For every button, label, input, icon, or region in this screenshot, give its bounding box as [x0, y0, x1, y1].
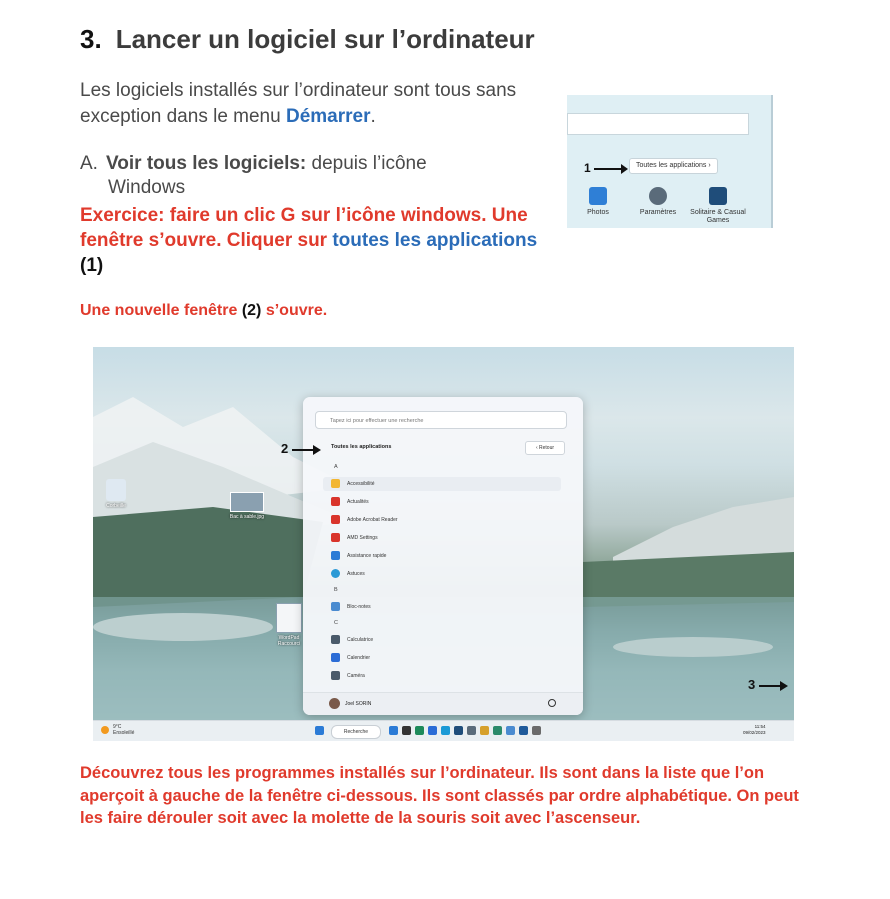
taskbar: [93, 720, 794, 741]
thumb-search-bar: [567, 113, 749, 135]
app-item-acrobat[interactable]: [331, 513, 398, 527]
clock-date: 09/02/2023: [743, 730, 766, 735]
weather-temp: 9°C: [113, 724, 122, 730]
letter-heading-b[interactable]: B: [334, 587, 338, 593]
wordpad-icon: [276, 603, 302, 633]
user-name[interactable]: Joel SORIN: [345, 701, 372, 707]
acrobat-icon: [331, 515, 340, 524]
exercise-text: [80, 203, 550, 278]
taskbar-app-icon[interactable]: [506, 726, 515, 735]
clock-time: 11:54: [754, 724, 766, 729]
new-window-text: [80, 302, 327, 320]
app-label: Accessibilité: [347, 481, 375, 487]
taskbar-app-icon[interactable]: [480, 726, 489, 735]
desktop-icon-label: Bac à sable.jpg: [229, 514, 265, 520]
notepad-icon: [331, 602, 340, 611]
taskbar-app-icon[interactable]: [441, 726, 450, 735]
app-label: Astuces: [347, 571, 365, 577]
new-window-ref: (2): [241, 302, 262, 319]
marker-2-arrow-icon: [292, 449, 314, 451]
exercise-ref: (1): [80, 255, 104, 276]
desktop-image-file[interactable]: [223, 492, 271, 520]
weather-desc: Ensoleillé: [113, 730, 135, 736]
thumb-app-label: Solitaire & Casual Games: [690, 209, 746, 224]
letter-heading-a[interactable]: A: [334, 464, 338, 470]
new-window-post: s’ouvre.: [261, 302, 328, 319]
section-a-bold: Voir tous les logiciels:: [106, 153, 307, 174]
app-label: Calculatrice: [347, 637, 374, 643]
taskbar-app-icon[interactable]: [415, 726, 424, 735]
desktop-screenshot: [93, 347, 794, 741]
section-a-letter: A.: [80, 153, 98, 174]
folder-icon: [331, 479, 340, 488]
intro-paragraph: [80, 78, 540, 130]
power-icon[interactable]: [548, 699, 556, 707]
app-label: Caméra: [347, 673, 365, 679]
section-a-rest: depuis l’icône: [306, 153, 427, 174]
app-label: Calendrier: [347, 655, 371, 661]
clock[interactable]: [743, 724, 766, 736]
discover-paragraph: Découvrez tous les programmes installés sur l’ordinateur. Ils sont dans la liste que l’on aperçoit à gauche de la fenêtre ci-dessous. Ils sont classés par ordre alphabétique. On peut les faire dérouler soit avec la molette de la souris soit avec l’ascenseur.: [80, 764, 799, 827]
thumb-marker-1: 1: [584, 161, 591, 175]
assist-icon: [331, 551, 340, 560]
desktop-icon-label: WordPad Raccourci: [277, 635, 301, 647]
windows-start-icon[interactable]: [315, 726, 324, 735]
image-file-icon: [230, 492, 264, 512]
photos-icon: [589, 187, 607, 205]
taskbar-app-icon[interactable]: [428, 726, 437, 735]
cards-icon: [709, 187, 727, 205]
app-label: AMD Settings: [347, 535, 378, 541]
letter-heading-c[interactable]: C: [334, 620, 338, 626]
app-label: Bloc-notes: [347, 604, 371, 610]
start-menu: [303, 397, 583, 715]
app-item-calculator[interactable]: [331, 633, 373, 647]
back-button[interactable]: ‹ Retour: [525, 441, 565, 455]
desktop-wordpad-shortcut[interactable]: [271, 603, 307, 647]
gear-icon: [649, 187, 667, 205]
taskbar-app-icon[interactable]: [454, 726, 463, 735]
marker-3-arrow-icon: [759, 685, 781, 687]
app-item-quick-assist[interactable]: [331, 549, 386, 563]
intro-end: .: [370, 106, 376, 127]
all-apps-link-text: toutes les applications: [332, 230, 538, 251]
amd-icon: [331, 533, 340, 542]
section-number: 3.: [80, 24, 102, 54]
taskbar-app-icon[interactable]: [467, 726, 476, 735]
taskbar-app-icon[interactable]: [519, 726, 528, 735]
thumb-app-settings[interactable]: [628, 187, 688, 217]
app-item-actualites[interactable]: [331, 495, 369, 509]
new-window-pre: Une nouvelle fenêtre: [80, 302, 242, 319]
desktop-icon-label: Corbeille: [106, 503, 126, 509]
taskbar-app-icon[interactable]: [389, 726, 398, 735]
taskbar-app-icon[interactable]: [493, 726, 502, 735]
app-item-camera[interactable]: [331, 669, 365, 683]
app-label: Actualités: [347, 499, 369, 505]
start-menu-footer: [303, 692, 583, 715]
taskbar-app-icon[interactable]: [402, 726, 411, 735]
thumb-app-solitaire[interactable]: [688, 187, 748, 225]
app-label: Assistance rapide: [347, 553, 387, 559]
app-item-accessibility[interactable]: [323, 477, 561, 491]
calendar-icon: [331, 653, 340, 662]
section-a-cont: Windows: [108, 177, 186, 198]
taskbar-app-icon[interactable]: [532, 726, 541, 735]
desktop-recycle-bin[interactable]: [101, 479, 131, 509]
start-menu-link-text: Démarrer: [285, 106, 371, 127]
section-title: [80, 24, 535, 55]
avatar[interactable]: [329, 698, 340, 709]
marker-3: 3: [748, 677, 756, 692]
tips-icon: [331, 569, 340, 578]
thumb-app-label: Photos: [587, 209, 609, 216]
app-item-tips[interactable]: [331, 567, 365, 581]
app-item-calendar[interactable]: [331, 651, 370, 665]
thumb-app-label: Paramètres: [639, 209, 677, 216]
intro-text: Les logiciels installés sur l’ordinateur sont tous sans exception dans le menu: [80, 80, 517, 127]
start-menu-thumbnail: [567, 95, 773, 228]
camera-icon: [331, 671, 340, 680]
app-item-notepad[interactable]: [331, 600, 371, 614]
news-icon: [331, 497, 340, 506]
thumb-all-apps-button[interactable]: Toutes les applications ›: [629, 158, 718, 174]
calculator-icon: [331, 635, 340, 644]
exercise-instruction: Exercice: faire un clic G sur l’icône windows. Une fenêtre s’ouvre. Cliquer sur: [80, 205, 528, 251]
sun-icon: [101, 726, 109, 734]
app-item-amd-settings[interactable]: [331, 531, 378, 545]
weather-widget[interactable]: [101, 724, 134, 736]
section-title-text: Lancer un logiciel sur l’ordinateur: [115, 24, 535, 54]
all-apps-title: Toutes les applications: [331, 444, 392, 450]
start-search-input[interactable]: Tapez ici pour effectuer une recherche: [315, 411, 567, 429]
recycle-bin-icon: [106, 479, 126, 501]
thumb-app-photos[interactable]: [568, 187, 628, 217]
app-label: Adobe Acrobat Reader: [347, 517, 398, 523]
marker-2: 2: [281, 441, 289, 456]
section-a: [80, 152, 540, 200]
taskbar-search-button[interactable]: Recherche: [331, 725, 381, 739]
thumb-arrow-icon: [594, 168, 622, 170]
